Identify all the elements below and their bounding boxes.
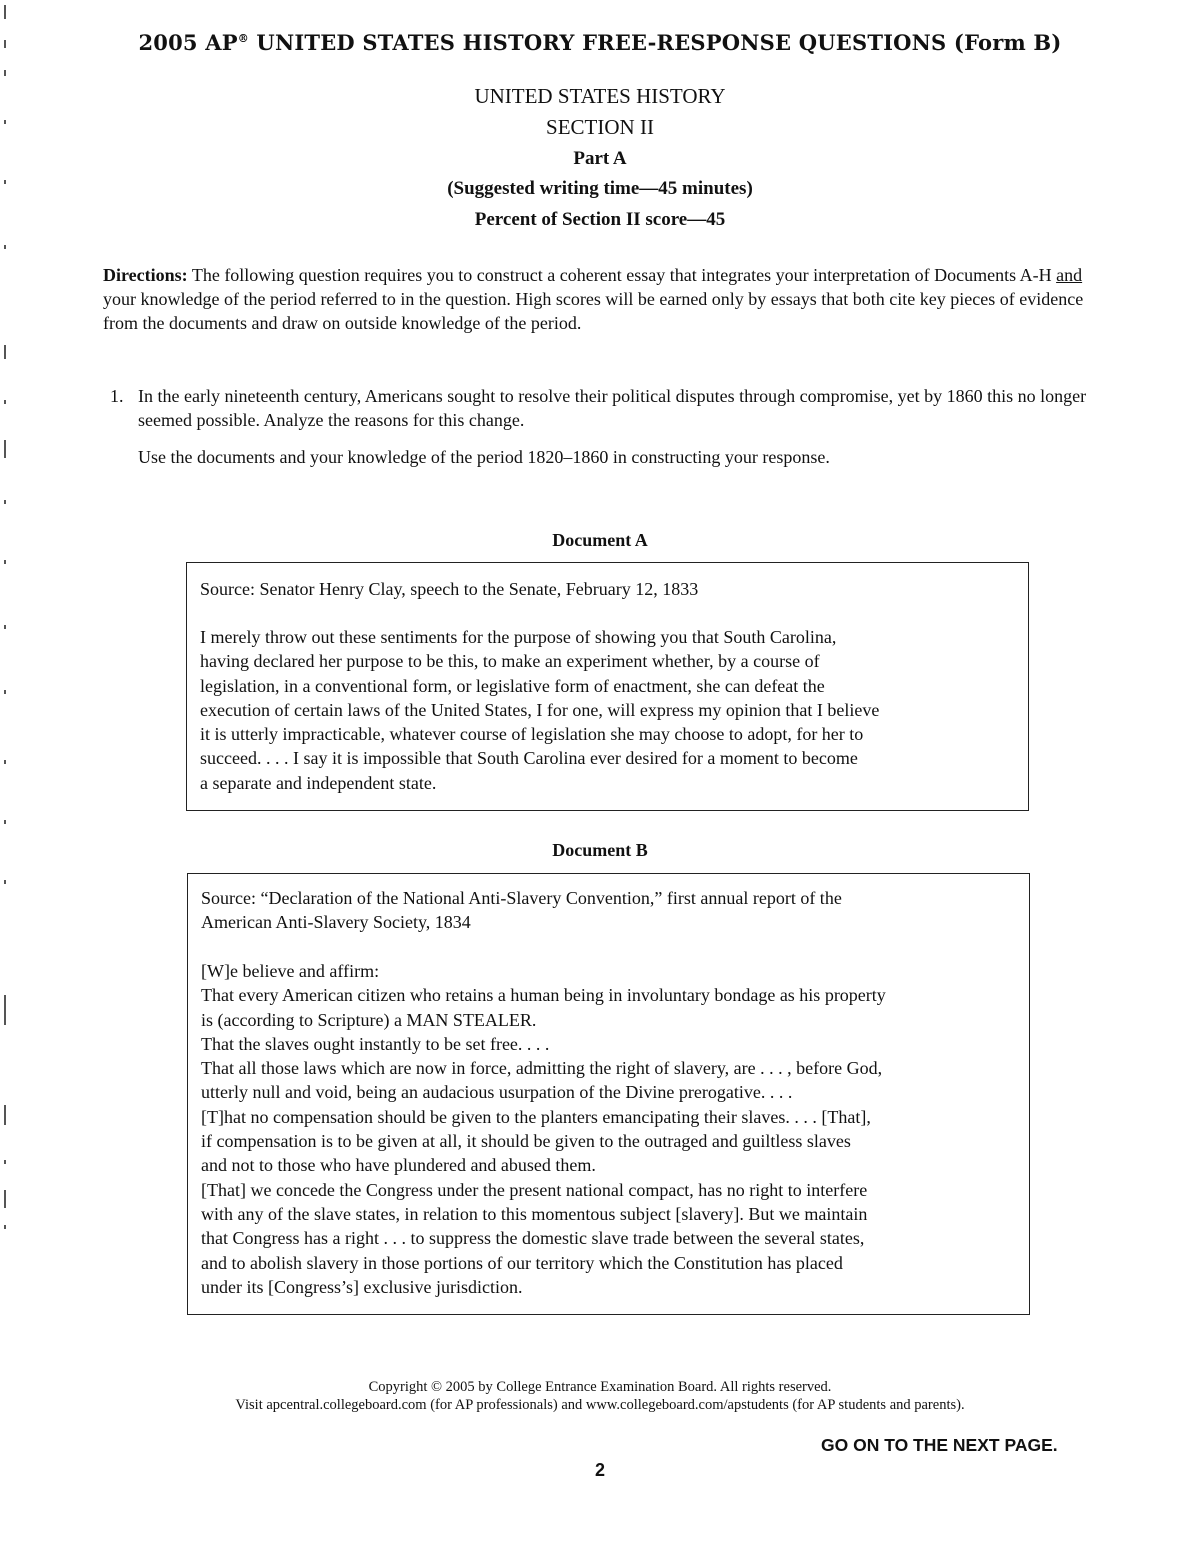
text-line: That every American citizen who retains a human being in involuntary bondage as his property (201, 985, 886, 1006)
visit-notice: Visit apcentral.collegeboard.com (for AP professionals) and www.collegeboard.com/apstudents (for AP students and parents). (235, 1397, 965, 1413)
text-line: legislation, in a conventional form, or legislative form of enactment, she can defeat the (200, 675, 825, 696)
text-line: [That] we concede the Congress under the present national compact, has no right to interfere (201, 1179, 868, 1200)
section-score-percent: Percent of Section II score—45 (474, 209, 726, 230)
text-line: is (according to Scripture) a MAN STEALER. (201, 1009, 537, 1030)
text-line: it is utterly impracticable, whatever course of legislation she may choose to adopt, for her to (200, 724, 864, 745)
text-line: [T]hat no compensation should be given to the planters emancipating their slaves. . . . [That], (201, 1106, 871, 1127)
text-line: under its [Congress’s] exclusive jurisdiction. (201, 1276, 523, 1297)
document-a-source: Source: Senator Henry Clay, speech to the Senate, February 12, 1833 (200, 579, 699, 599)
subject-heading: UNITED STATES HISTORY (474, 84, 726, 108)
registered-mark: ® (237, 32, 249, 45)
text-line: utterly null and void, being an audacious usurpation of the Divine prerogative. . . . (201, 1082, 793, 1103)
part-heading: Part A (573, 148, 627, 169)
question-text: In the early nineteenth century, Americans sought to resolve their political disputes through compromise, yet by 1860 this no longer seemed possible. Analyze the reasons for this change. (138, 386, 1087, 430)
text-line: if compensation is to be given at all, it should be given to the outraged and guiltless slaves (201, 1131, 851, 1152)
document-b-source: Source: “Declaration of the National Anti-Slavery Convention,” first annual report of the American Anti-Slavery Society, 1834 (201, 888, 842, 932)
directions-paragraph: Directions: The following question requires you to construct a coherent essay that integrates your interpretation of Documents A-H and your knowledge of the period referred to in the question. High scores will be earned only by essays that both cite key pieces of evidence from the documents and draw on outside knowledge of the period. (103, 265, 1084, 333)
text-line: with any of the slave states, in relation to this momentous subject [slavery]. But we maintain (201, 1203, 868, 1224)
scan-margin-marks (4, 0, 10, 1547)
section-heading: SECTION II (546, 115, 654, 139)
page-number: 2 (594, 1460, 605, 1480)
question-1 (110, 384, 1100, 432)
document-a-heading: Document A (552, 530, 648, 550)
text-line: and not to those who have plundered and abused them. (201, 1155, 596, 1176)
text-line: I merely throw out these sentiments for the purpose of showing you that South Carolina, (200, 627, 837, 647)
question-instruction: Use the documents and your knowledge of the period 1820–1860 in constructing your response. (138, 447, 830, 467)
page-title: 2005 AP® UNITED STATES HISTORY FREE-RESPONSE QUESTIONS (Form B) (138, 30, 1062, 55)
writing-time: (Suggested writing time—45 minutes) (447, 178, 753, 199)
document-a-text (200, 625, 1020, 795)
text-line: that Congress has a right . . . to suppress the domestic slave trade between the several states, (201, 1228, 865, 1249)
document-b-box (187, 873, 1030, 1315)
directions-label: Directions: (103, 265, 188, 285)
text-line: That the slaves ought instantly to be set free. . . . (201, 1033, 550, 1054)
text-line: [W]e believe and affirm: (201, 961, 380, 981)
document-b-text (201, 959, 1023, 1299)
go-on-notice: GO ON TO THE NEXT PAGE. (821, 1435, 1058, 1455)
copyright-notice: Copyright © 2005 by College Entrance Examination Board. All rights reserved. (368, 1379, 832, 1395)
document-b-heading: Document B (552, 840, 648, 860)
text-line: succeed. . . . I say it is impossible that South Carolina ever desired for a moment to become (200, 748, 858, 769)
document-a-box (186, 562, 1029, 811)
text-line: having declared her purpose to be this, to make an experiment whether, by a course of (200, 651, 820, 672)
question-number: 1. (110, 386, 124, 406)
text-line: a separate and independent state. (200, 772, 437, 793)
text-line: and to abolish slavery in those portions of our territory which the Constitution has placed (201, 1252, 843, 1273)
text-line: That all those laws which are now in force, admitting the right of slavery, are . . . , before God, (201, 1058, 883, 1079)
text-line: execution of certain laws of the United States, I for one, will express my opinion that I believe (200, 699, 880, 720)
